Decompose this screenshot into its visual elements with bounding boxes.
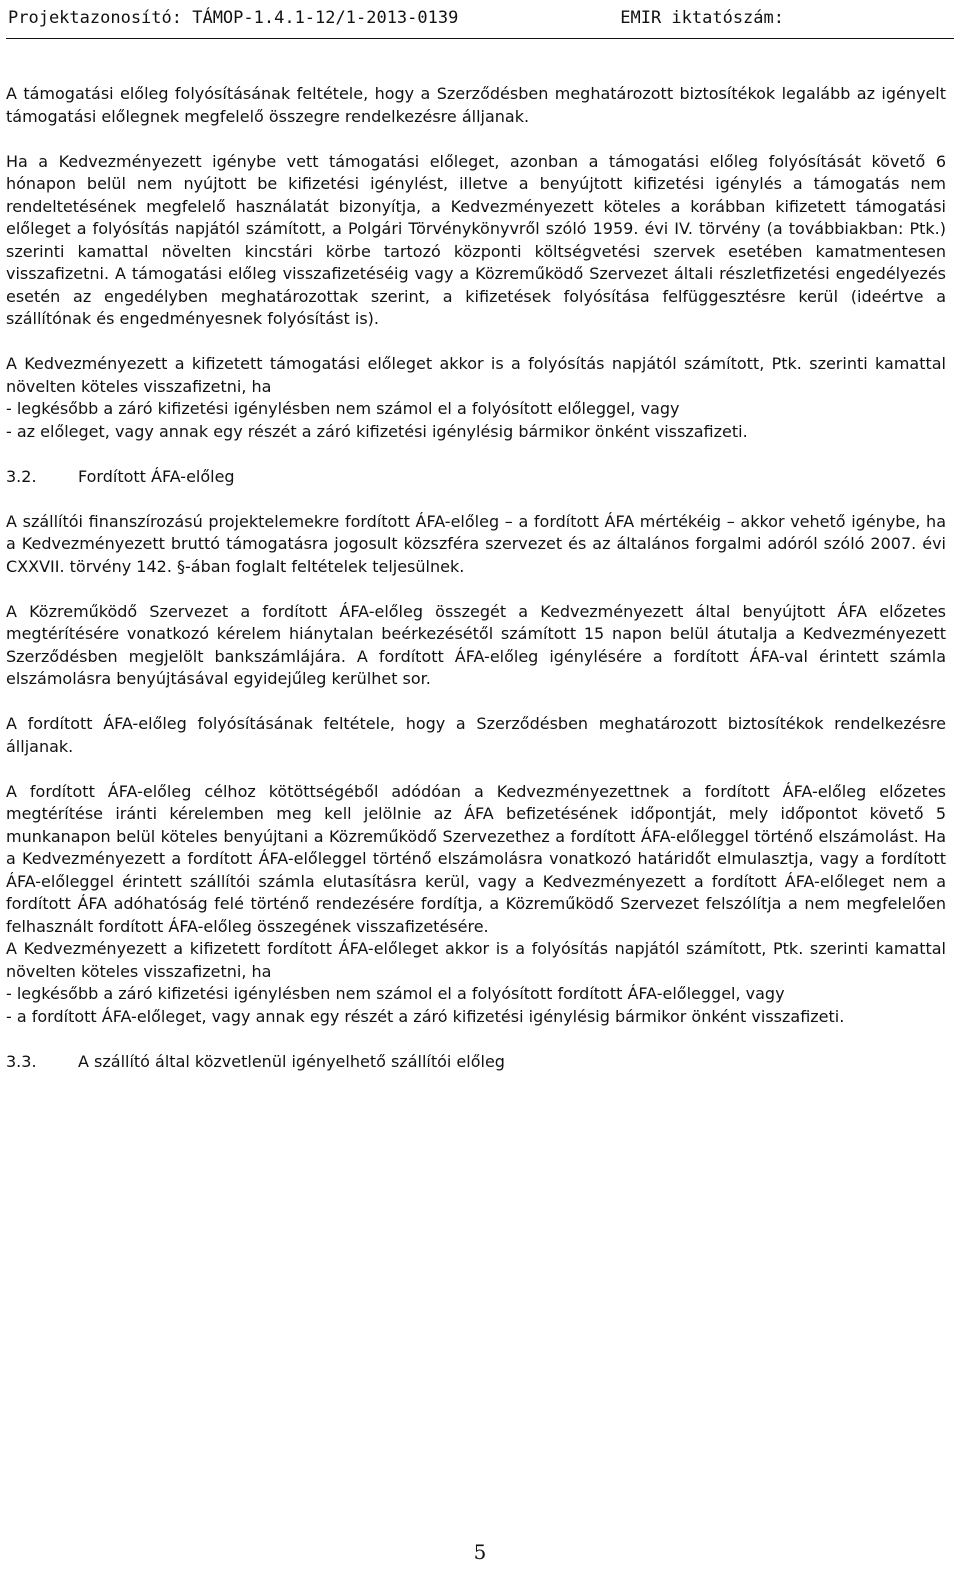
emir-label: EMIR iktatószám: bbox=[620, 8, 784, 28]
paragraph-vat-advance-eligibility: A szállítói finanszírozású projektelemekre fordított ÁFA-előleg – a fordított ÁFA mértékéig – akkor vehető igénybe, ha a Kedvezményezett bruttó támogatásra jogosult közszféra szervezet és az általános forgalmi adóról szóló 2007. évi CXXVII. törvény 142. §-ában foglalt feltételek teljesülnek. bbox=[6, 511, 946, 576]
header-divider bbox=[6, 38, 954, 39]
section-title: A szállító által közvetlenül igényelhető szállítói előleg bbox=[78, 1051, 505, 1071]
page-header bbox=[6, 0, 954, 36]
paragraph-vat-repayment-conditions bbox=[6, 938, 946, 1028]
section-number: 3.2. bbox=[6, 466, 37, 486]
vat-repayment-intro: A Kedvezményezett a kifizetett fordított ÁFA-előleget akkor is a folyósítás napjától számított, Ptk. szerinti kamattal növelten köteles visszafizetni, ha bbox=[6, 939, 946, 981]
repayment-item-1: - legkésőbb a záró kifizetési igénylésben nem számol el a folyósított előleggel, vagy bbox=[6, 399, 680, 418]
paragraph-advance-repayment: Ha a Kedvezményezett igénybe vett támogatási előleget, azonban a támogatási előleg folyósítását követő 6 hónapon belül nem nyújtott be kifizetési igénylést, illetve a benyújtott kifizetési igénylés a támogatás nem rendeltetésének megfelelő használatát bizonyítja, a Kedvezményezett köteles a korábban kifizetett támogatási előleget a folyósítás napjától számított, a Polgári Törvénykönyvről szóló 1959. évi IV. törvény (a továbbiakban: Ptk.) szerinti kamattal növelten kincstári körbe tartozó központi költségvetési szervek esetében kamatmentesen visszafizetni. A támogatási előleg visszafizetéséig vagy a Közreműködő Szervezet általi részletfizetési engedélyezés esetén az engedélyben meghatározottak szerint, a kifizetések folyósítása felfüggesztésre kerül (ideértve a szállítónak és engedményesnek folyósítást is). bbox=[6, 151, 946, 328]
paragraph-vat-advance-condition: A fordított ÁFA-előleg folyósításának feltétele, hogy a Szerződésben meghatározott biztosítékok rendelkezésre álljanak. bbox=[6, 714, 946, 756]
section-heading-3-3 bbox=[6, 1051, 946, 1074]
repayment-intro: A Kedvezményezett a kifizetett támogatási előleget akkor is a folyósítás napjától számított, Ptk. szerinti kamattal növelten köteles visszafizetni, ha bbox=[6, 354, 946, 396]
document-body bbox=[6, 83, 946, 1096]
section-title: Fordított ÁFA-előleg bbox=[78, 466, 235, 486]
section-number: 3.3. bbox=[6, 1051, 37, 1071]
paragraph-vat-advance-settlement: A fordított ÁFA-előleg célhoz kötöttségéből adódóan a Kedvezményezettnek a fordított ÁFA-előleg előzetes megtérítése iránti kérelemben meg kell jelölnie az ÁFA befizetésének időpontját, mely időpontot követő 5 munkanapon belül köteles benyújtani a Közreműködő Szervezethez a fordított ÁFA-előleggel történő elszámolást. Ha a Kedvezményezett a fordított ÁFA-előleggel történő elszámolásra vonatkozó határidőt elmulasztja, vagy a fordított ÁFA-előleggel érintett szállítói számla elutasításra kerül, vagy a Kedvezményezett a fordított ÁFA-előleget nem a fordított ÁFA adóhatóság felé történő rendezésére fordítja, a Közreműködő Szervezet felszólítja a nem megfelelően felhasznált fordított ÁFA-előleg összegének visszafizetésére. bbox=[6, 781, 946, 936]
paragraph-repayment-conditions bbox=[6, 353, 946, 443]
project-id: Projektazonosító: TÁMOP-1.4.1-12/1-2013-0139 bbox=[8, 8, 459, 28]
vat-repayment-item-1: - legkésőbb a záró kifizetési igénylésben nem számol el a folyósított fordított ÁFA-előleggel, vagy bbox=[6, 984, 785, 1003]
paragraph-advance-condition: A támogatási előleg folyósításának feltétele, hogy a Szerződésben meghatározott biztosítékok legalább az igényelt támogatási előlegnek megfelelő összegre rendelkezésre álljanak. bbox=[6, 84, 946, 126]
page-number: 5 bbox=[473, 1540, 487, 1564]
repayment-item-2: - az előleget, vagy annak egy részét a záró kifizetési igénylésig bármikor önként visszafizeti. bbox=[6, 421, 748, 441]
paragraph-vat-advance-transfer: A Közreműködő Szervezet a fordított ÁFA-előleg összegét a Kedvezményezett által benyújtott ÁFA előzetes megtérítésére vonatkozó kérelem hiánytalan beérkezésétől számított 15 napon belül átutalja a Kedvezményezett Szerződésben megjelölt bankszámlájára. A fordított ÁFA-előleg igénylésére a fordított ÁFA-val érintett számla elszámolásra benyújtásával egyidejűleg kerülhet sor. bbox=[6, 601, 946, 688]
vat-repayment-item-2: - a fordított ÁFA-előleget, vagy annak egy részét a záró kifizetési igénylésig bármikor önként visszafizeti. bbox=[6, 1006, 845, 1026]
section-heading-3-2 bbox=[6, 466, 946, 489]
